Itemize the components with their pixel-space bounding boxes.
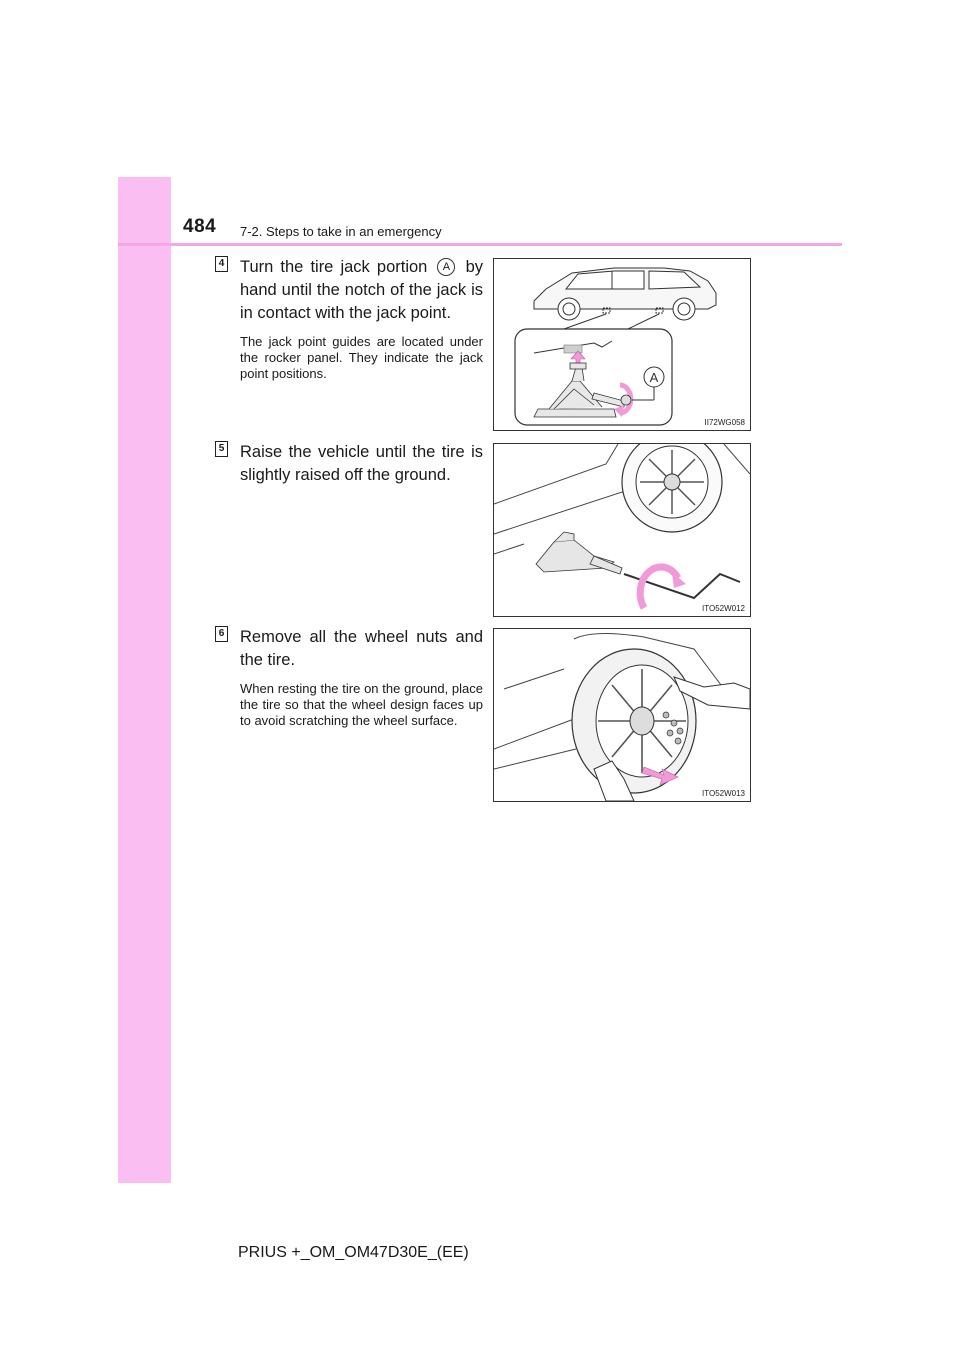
section-title: 7-2. Steps to take in an emergency — [240, 224, 442, 239]
step-4-instruction — [240, 256, 483, 325]
step-4-callout-a: A — [437, 258, 455, 276]
step-6-badge: 6 — [215, 626, 228, 642]
figure-code-raise-vehicle: ITO52W012 — [702, 604, 745, 613]
raise-vehicle-illustration — [494, 444, 750, 616]
step-4-text-before: Turn the tire jack portion — [240, 258, 428, 276]
step-5-instruction: Raise the vehicle until the tire is slightly raised off the ground. — [240, 443, 483, 484]
section-side-strip — [118, 177, 171, 1183]
remove-tire-illustration — [494, 629, 750, 801]
jack-point-illustration — [494, 259, 750, 430]
header-rule — [118, 243, 842, 246]
figure-code-remove-tire: ITO52W013 — [702, 789, 745, 798]
step-6 — [215, 626, 483, 729]
figure-jack-point — [493, 258, 751, 431]
footer-model-code: PRIUS +_OM_OM47D30E_(EE) — [238, 1244, 469, 1261]
step-6-note: When resting the tire on the ground, place the tire so that the wheel design faces up to avoid scratching the wheel surface. — [240, 681, 483, 728]
figure-callout-a: A — [649, 370, 659, 385]
figure-remove-tire — [493, 628, 751, 802]
step-4-note: The jack point guides are located under the rocker panel. They indicate the jack point positions. — [240, 334, 483, 381]
step-6-instruction: Remove all the wheel nuts and the tire. — [240, 628, 483, 669]
step-5-badge: 5 — [215, 441, 228, 457]
figure-code-jack-point: II72WG058 — [704, 418, 745, 427]
step-4-text-after: by hand until the notch of the jack is in contact with the jack point. — [240, 258, 484, 322]
page-number: 484 — [183, 216, 217, 237]
step-5 — [215, 441, 483, 487]
step-4-badge: 4 — [215, 256, 228, 272]
figure-raise-vehicle — [493, 443, 751, 617]
step-4 — [215, 256, 483, 382]
